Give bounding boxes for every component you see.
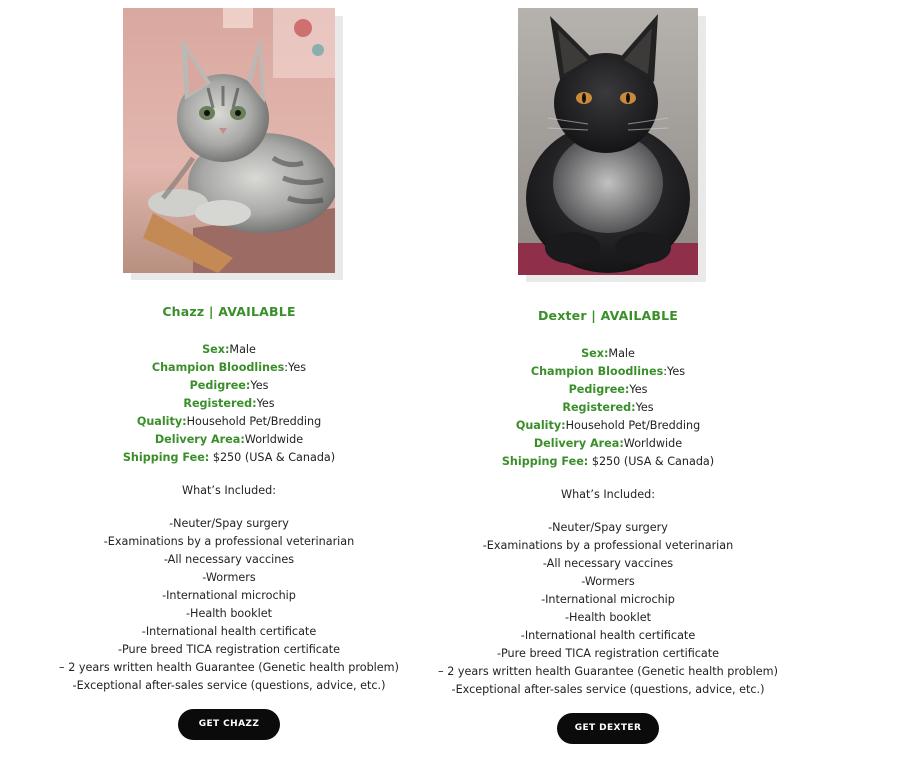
spec-sex [418, 345, 798, 363]
list-item: -Exceptional after-sales service (questions, advice, etc.) [451, 683, 765, 696]
list-item: -Neuter/Spay surgery [169, 517, 289, 530]
spec-key: Registered: [183, 397, 257, 410]
kitten-card-chazz [39, 8, 419, 740]
list-item: -International health certificate [520, 629, 696, 642]
spec-value: Household Pet/Bredding [565, 419, 701, 432]
spec-champion-bloodlines [39, 359, 419, 377]
spec-key: Delivery Area: [154, 433, 245, 446]
get-dexter-button[interactable]: GET DEXTER [557, 713, 659, 744]
whats-included-heading: What’s Included: [561, 488, 655, 501]
spec-value: Yes [256, 397, 275, 410]
spec-shipping-fee [39, 449, 419, 467]
spec-sex [39, 341, 419, 359]
spec-key: Pedigree: [568, 383, 630, 396]
spec-key: Champion Bloodlines [151, 361, 285, 374]
kitten-photo-wrap [123, 8, 343, 280]
list-item: -Examinations by a professional veterinarian [103, 535, 355, 548]
spec-champion-bloodlines [418, 363, 798, 381]
included-list [418, 519, 798, 699]
spec-value: Male [229, 343, 256, 356]
spec-key: Quality: [136, 415, 187, 428]
spec-delivery-area [39, 431, 419, 449]
kitten-photo-dexter[interactable] [518, 8, 698, 275]
list-item: – 2 years written health Guarantee (Genetic health problem) [438, 665, 778, 678]
spec-value: :Yes [284, 361, 307, 374]
spec-key: Delivery Area: [533, 437, 624, 450]
spec-value: Yes [635, 401, 654, 414]
list-item: -International microchip [162, 589, 296, 602]
spec-registered [418, 399, 798, 417]
spec-value: $250 (USA & Canada) [588, 455, 715, 468]
list-item: -Pure breed TICA registration certificate [117, 643, 341, 656]
spec-pedigree [418, 381, 798, 399]
kitten-photo-wrap [518, 8, 706, 282]
list-item: -Wormers [581, 575, 635, 588]
spec-key: Registered: [562, 401, 636, 414]
spec-key: Pedigree: [189, 379, 251, 392]
list-item: -Wormers [202, 571, 256, 584]
list-item: -Exceptional after-sales service (questions, advice, etc.) [72, 679, 386, 692]
spec-key: Sex: [202, 343, 230, 356]
kitten-card-dexter [418, 8, 798, 744]
list-item: -International microchip [541, 593, 675, 606]
spec-key: Shipping Fee: [122, 451, 210, 464]
spec-key: Champion Bloodlines [530, 365, 664, 378]
spec-value: Household Pet/Bredding [186, 415, 322, 428]
kitten-photo-image [518, 8, 698, 275]
kitten-photo-chazz[interactable] [123, 8, 335, 273]
list-item: -All necessary vaccines [542, 557, 674, 570]
kitten-specs [418, 345, 798, 471]
list-item: -International health certificate [141, 625, 317, 638]
spec-key: Sex: [581, 347, 609, 360]
spec-key: Quality: [515, 419, 566, 432]
kitten-photo-image [123, 8, 335, 273]
included-list [39, 515, 419, 695]
spec-registered [39, 395, 419, 413]
spec-value: $250 (USA & Canada) [209, 451, 336, 464]
spec-value: :Yes [663, 365, 686, 378]
kitten-title: Dexter | AVAILABLE [537, 308, 679, 323]
spec-value: Yes [629, 383, 648, 396]
list-item: -Health booklet [565, 611, 651, 624]
list-item: -Examinations by a professional veterinarian [482, 539, 734, 552]
list-item: -Health booklet [186, 607, 272, 620]
spec-key: Shipping Fee: [501, 455, 589, 468]
spec-value: Male [608, 347, 635, 360]
spec-pedigree [39, 377, 419, 395]
list-item: -All necessary vaccines [163, 553, 295, 566]
get-chazz-button[interactable]: GET CHAZZ [178, 709, 280, 740]
spec-quality [39, 413, 419, 431]
list-item: -Pure breed TICA registration certificate [496, 647, 720, 660]
spec-value: Worldwide [244, 433, 304, 446]
spec-value: Yes [250, 379, 269, 392]
spec-shipping-fee [418, 453, 798, 471]
kitten-specs [39, 341, 419, 467]
kitten-title: Chazz | AVAILABLE [162, 304, 296, 319]
spec-delivery-area [418, 435, 798, 453]
spec-value: Worldwide [623, 437, 683, 450]
whats-included-heading: What’s Included: [182, 484, 276, 497]
spec-quality [418, 417, 798, 435]
list-item: -Neuter/Spay surgery [548, 521, 668, 534]
list-item: – 2 years written health Guarantee (Genetic health problem) [59, 661, 399, 674]
